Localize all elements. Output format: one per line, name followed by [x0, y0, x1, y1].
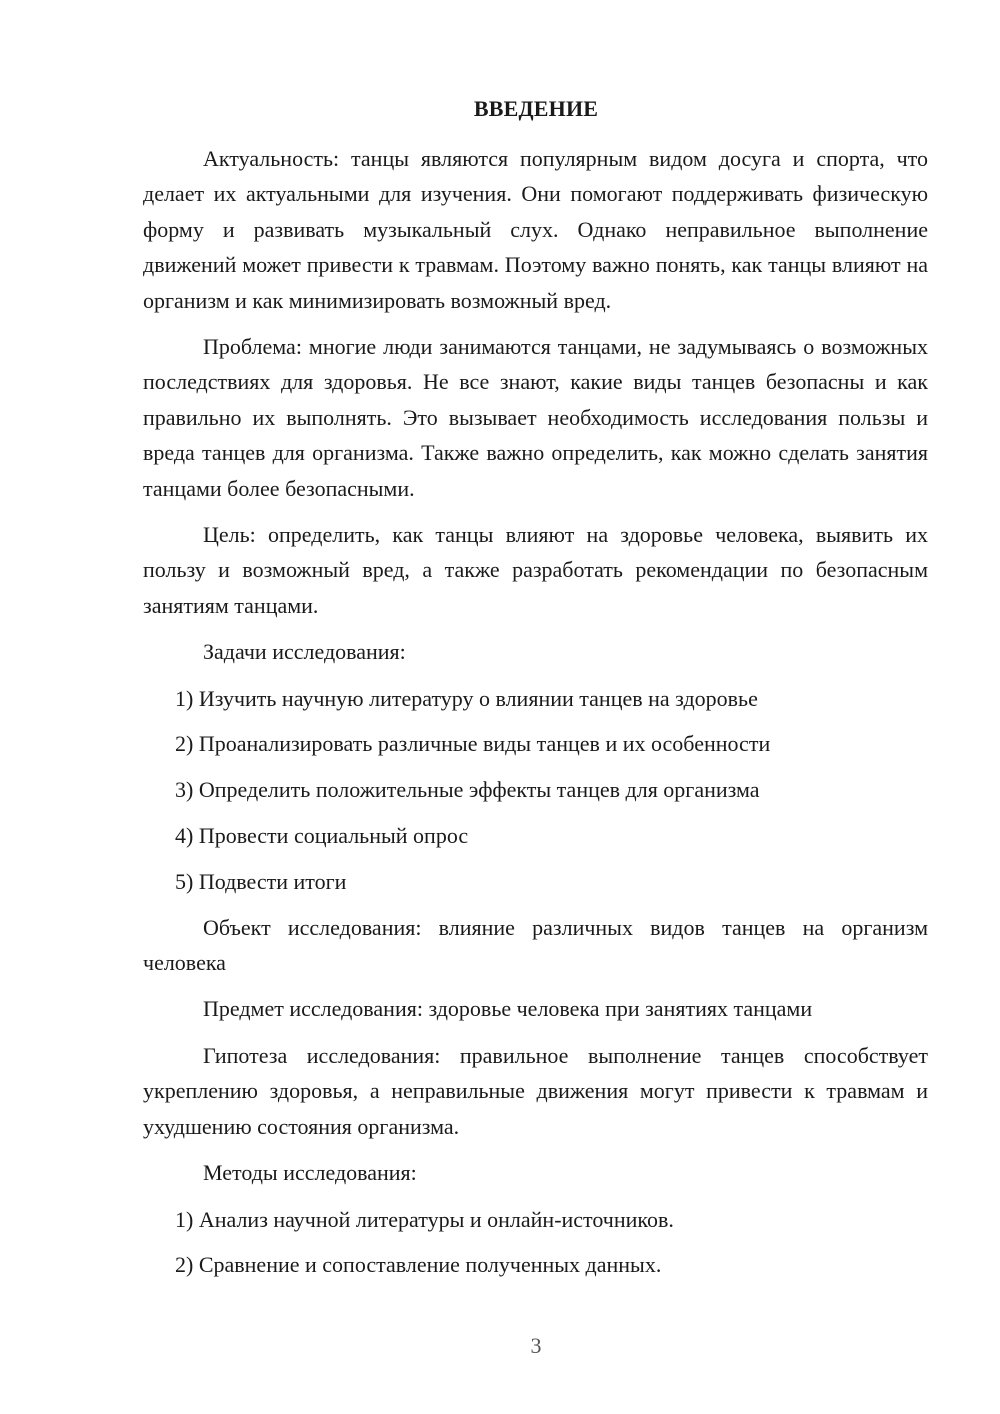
task-item-3: 3) Определить положительные эффекты танцев для организма	[175, 777, 760, 803]
task-item-4: 4) Провести социальный опрос	[175, 823, 469, 849]
relevance-paragraph: Актуальность: танцы являются популярным видом досуга и спорта, что делает их актуальными для изучения. Они помогают поддерживать физическую форму и развивать музыкальный слух. Однако неправильное выполнение движений может привести к травмам. Поэтому важно понять, как танцы влияют на организм и как минимизировать возможный вред.	[143, 146, 928, 313]
task-item-5: 5) Подвести итоги	[175, 868, 347, 894]
methods-heading: Методы исследования:	[203, 1160, 417, 1186]
task-item-2: 2) Проанализировать различные виды танцев и их особенности	[175, 731, 771, 757]
problem-paragraph: Проблема: многие люди занимаются танцами, не задумываясь о возможных последствиях для здоровья. Не все знают, какие виды танцев безопасны и как правильно их выполнять. Это вызывает необходимость исследования пользы и вреда танцев для организма. Также важно определить, как можно сделать занятия танцами более безопасными.	[143, 334, 928, 501]
section-title: ВВЕДЕНИЕ	[473, 96, 599, 121]
hypothesis-paragraph: Гипотеза исследования: правильное выполнение танцев способствует укреплению здоровья, а неправильные движения могут привести к травмам и ухудшению состояния организма.	[143, 1042, 928, 1139]
goal-paragraph: Цель: определить, как танцы влияют на здоровье человека, выявить их пользу и возможный вред, а также разработать рекомендации по безопасным занятиям танцами.	[143, 522, 928, 618]
page-number: 3	[530, 1333, 542, 1358]
method-item-2: 2) Сравнение и сопоставление полученных данных.	[175, 1252, 662, 1278]
subject-paragraph: Предмет исследования: здоровье человека при занятиях танцами	[203, 996, 813, 1022]
task-item-1: 1) Изучить научную литературу о влиянии танцев на здоровье	[175, 685, 758, 711]
tasks-heading: Задачи исследования:	[203, 639, 406, 665]
document-body	[143, 141, 928, 1293]
method-item-1: 1) Анализ научной литературы и онлайн-источников.	[175, 1206, 674, 1232]
object-paragraph: Объект исследования: влияние различных видов танцев на организм человека	[143, 914, 928, 976]
